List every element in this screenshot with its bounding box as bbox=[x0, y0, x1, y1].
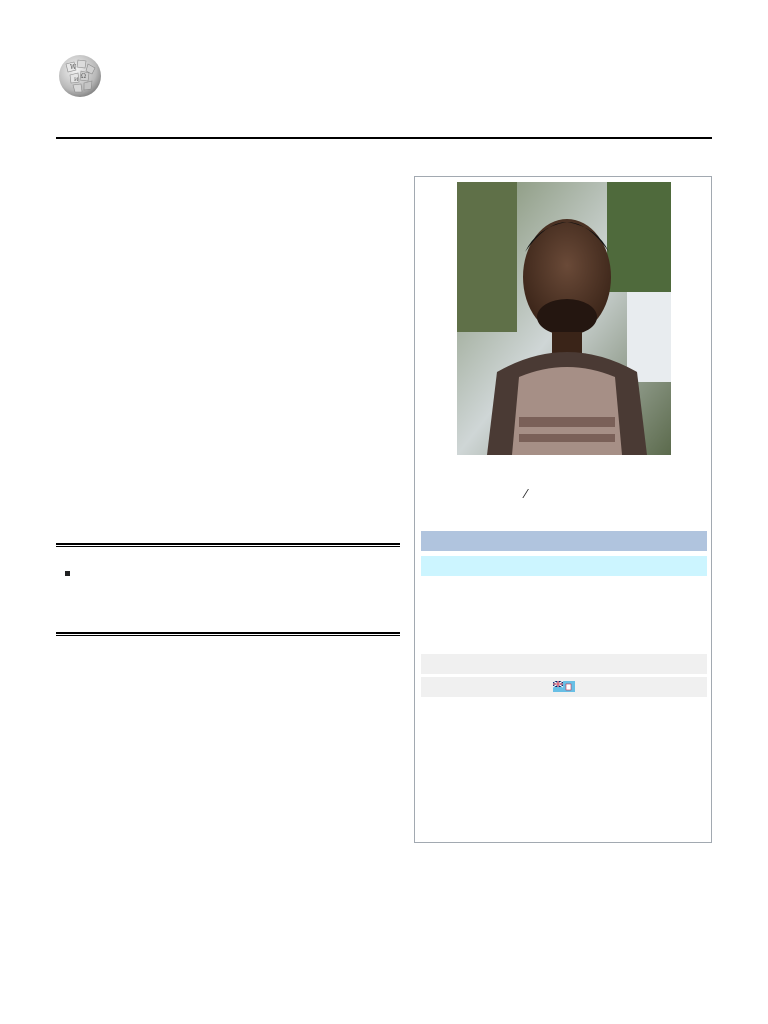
representing-band bbox=[421, 677, 707, 697]
article-body bbox=[56, 156, 400, 172]
career-columns bbox=[421, 582, 707, 604]
honours-divider bbox=[56, 543, 400, 547]
wikipedia-logo[interactable] bbox=[56, 54, 256, 98]
fiji-flag-icon bbox=[553, 681, 575, 692]
title-divider bbox=[56, 137, 712, 139]
medal-record-toggle[interactable] bbox=[421, 632, 707, 654]
career-row bbox=[421, 605, 707, 627]
player-photo[interactable] bbox=[457, 182, 671, 455]
height-value: ⁄ bbox=[525, 486, 528, 501]
infobox-row-height bbox=[421, 486, 707, 508]
references-divider bbox=[56, 632, 400, 636]
wikipedia-globe-icon bbox=[56, 54, 104, 98]
infobox bbox=[414, 176, 712, 843]
sport-band bbox=[421, 654, 707, 674]
infobox-row-weight bbox=[421, 510, 707, 532]
infobox-row-dob bbox=[421, 462, 707, 484]
rugby-career-band bbox=[421, 531, 707, 551]
svg-text:W: W bbox=[70, 64, 77, 71]
international-career-band bbox=[421, 556, 707, 576]
svg-text:Ω: Ω bbox=[81, 73, 86, 80]
svg-text:И: И bbox=[74, 77, 79, 83]
